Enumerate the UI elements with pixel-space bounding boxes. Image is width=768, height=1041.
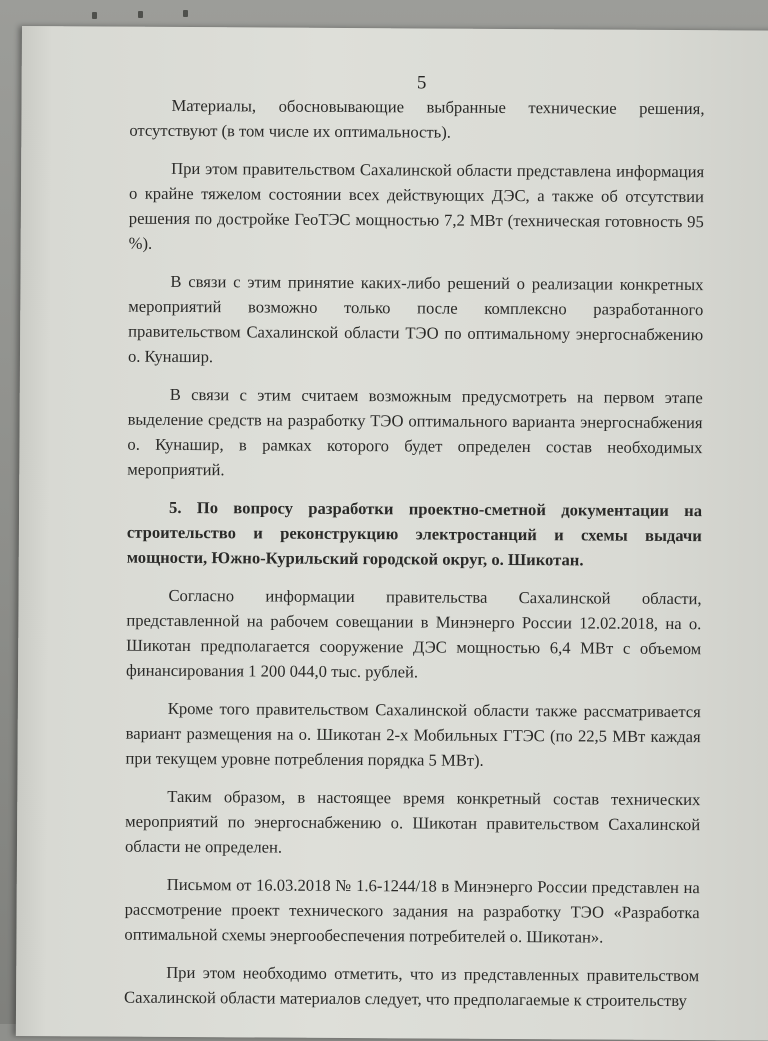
document-body	[124, 93, 705, 1026]
paragraph: Таким образом, в настоящее время конкретный состав технических мероприятий по энергоснабжению о. Шикотан правительством Сахалинской области не определен.	[124, 786, 701, 857]
paragraph: Письмом от 16.03.2018 № 1.6-1244/18 в Минэнерго России представлен на рассмотрение проект технического задания на разработку ТЭО «Разработка оптимальной схемы энергообеспечения потребителей о. Шикотан».	[124, 874, 700, 947]
binder-hole	[183, 10, 188, 17]
page-number: 5	[416, 72, 427, 94]
section-heading: 5. По вопросу разработки проектно-сметной документации на строительство и реконструкцию электростанций и схемы выдачи мощности, Южно-Курильский городской округ, о. Шикотан.	[126, 497, 703, 570]
paragraph: Материалы, обосновывающие выбранные технические решения, отсутствуют (в том числе их оптимальность).	[129, 95, 705, 142]
paragraph: При этом необходимо отметить, что из представленных правительством Сахалинской области материалов следует, что предполагаемые к строительству	[124, 962, 700, 1011]
paragraph: При этом правительством Сахалинской области представлена информация о крайне тяжелом состоянии всех действующих ДЭС, а также об отсутствии решения по достройке ГеоТЭС мощностью 7,2 МВт (техническая готовность 95 %).	[128, 158, 705, 253]
document-page	[16, 26, 768, 1041]
paragraph: В связи с этим принятие каких-либо решений о реализации конкретных мероприятий возможно только после комплексно разработанного правительством Сахалинской области ТЭО по оптимальному энергоснабжению о. Кунашир.	[127, 271, 704, 367]
paragraph: В связи с этим считаем возможным предусмотреть на первом этапе выделение средств на разработку ТЭО оптимального варианта энергоснабжения о. Кунашир, в рамках которого будет определен состав необходимых мероприятий.	[127, 384, 703, 480]
paragraph: Согласно информации правительства Сахалинской области, представленной на рабочем совещании в Минэнерго России 12.02.2018, на о. Шикотан предполагается сооружение ДЭС мощностью 6,4 МВт с объемом финансирования 1 200 044,0 тыс. рублей.	[126, 585, 702, 682]
paragraph: Кроме того правительством Сахалинской области также рассматривается вариант размещения на о. Шикотан 2-х Мобильных ГТЭС (по 22,5 МВт каждая при текущем уровне потребления порядка 5 МВт).	[125, 698, 701, 770]
binder-hole	[138, 11, 143, 18]
binder-hole	[92, 12, 97, 19]
